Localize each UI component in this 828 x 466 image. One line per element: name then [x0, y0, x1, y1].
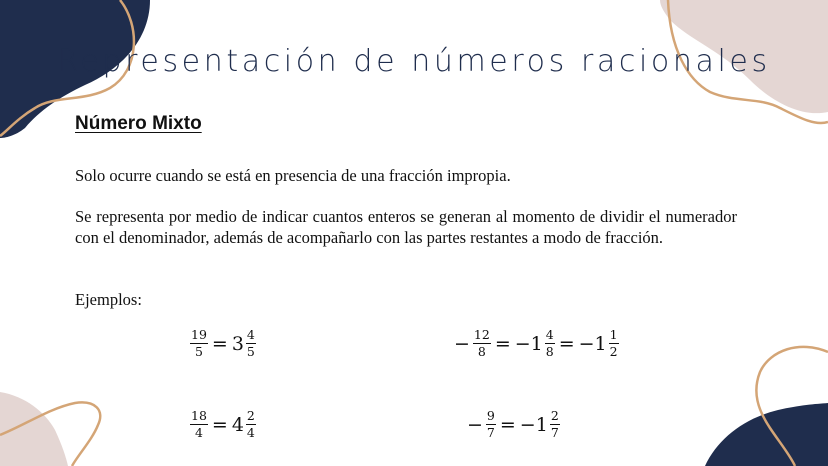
simplified-fraction: [609, 328, 619, 359]
mixed-fraction: [550, 409, 560, 440]
whole-part: −1: [519, 413, 548, 436]
whole-part: −1: [578, 332, 607, 355]
equals-sign: =: [558, 332, 575, 355]
paragraph-examples-label: Ejemplos:: [75, 290, 142, 309]
slide-title: Representación de números racionales: [57, 44, 771, 79]
example-4: [467, 409, 560, 440]
paragraph-definition: Solo ocurre cuando se está en presencia de una fracción impropia.: [75, 166, 511, 185]
numerator: 4: [246, 327, 255, 342]
paragraph-explanation: Se representa por medio de indicar cuantos enteros se generan al momento de dividir el numerador con el denominador, además de acompañarlo con las partes restantes a modo de fracción.: [75, 207, 737, 247]
mixed-fraction: [246, 328, 256, 359]
example-1: [190, 328, 256, 359]
denominator: 4: [194, 425, 203, 440]
denominator: 7: [486, 425, 495, 440]
example-3: [190, 409, 256, 440]
whole-part: 4: [231, 413, 244, 436]
bottom-left-blob: [0, 392, 68, 466]
equals-sign: =: [494, 332, 511, 355]
denominator: 5: [194, 344, 203, 359]
numerator: 19: [191, 327, 207, 342]
numerator: 2: [246, 408, 255, 423]
improper-fraction: [190, 409, 208, 440]
numerator: 12: [473, 327, 490, 342]
equals-sign: =: [211, 413, 228, 436]
improper-fraction: [473, 328, 491, 359]
mixed-fraction: [246, 409, 256, 440]
bottom-right-blob: [705, 403, 828, 466]
whole-part: 3: [231, 332, 244, 355]
minus-sign: −: [467, 413, 483, 436]
numerator: 1: [609, 327, 618, 342]
denominator: 2: [609, 344, 618, 359]
equals-sign: =: [211, 332, 228, 355]
equals-sign: =: [499, 413, 516, 436]
denominator: 7: [550, 425, 559, 440]
improper-fraction: [486, 409, 496, 440]
denominator: 8: [545, 344, 554, 359]
denominator: 8: [477, 344, 486, 359]
whole-part: −1: [514, 332, 543, 355]
numerator: 4: [545, 327, 554, 342]
minus-sign: −: [454, 332, 470, 355]
section-heading: Número Mixto: [75, 113, 202, 134]
numerator: 2: [550, 408, 559, 423]
mixed-fraction: [545, 328, 555, 359]
numerator: 18: [191, 408, 207, 423]
example-2: [454, 328, 619, 359]
numerator: 9: [486, 408, 495, 423]
improper-fraction: [190, 328, 208, 359]
denominator: 5: [246, 344, 255, 359]
denominator: 4: [246, 425, 255, 440]
